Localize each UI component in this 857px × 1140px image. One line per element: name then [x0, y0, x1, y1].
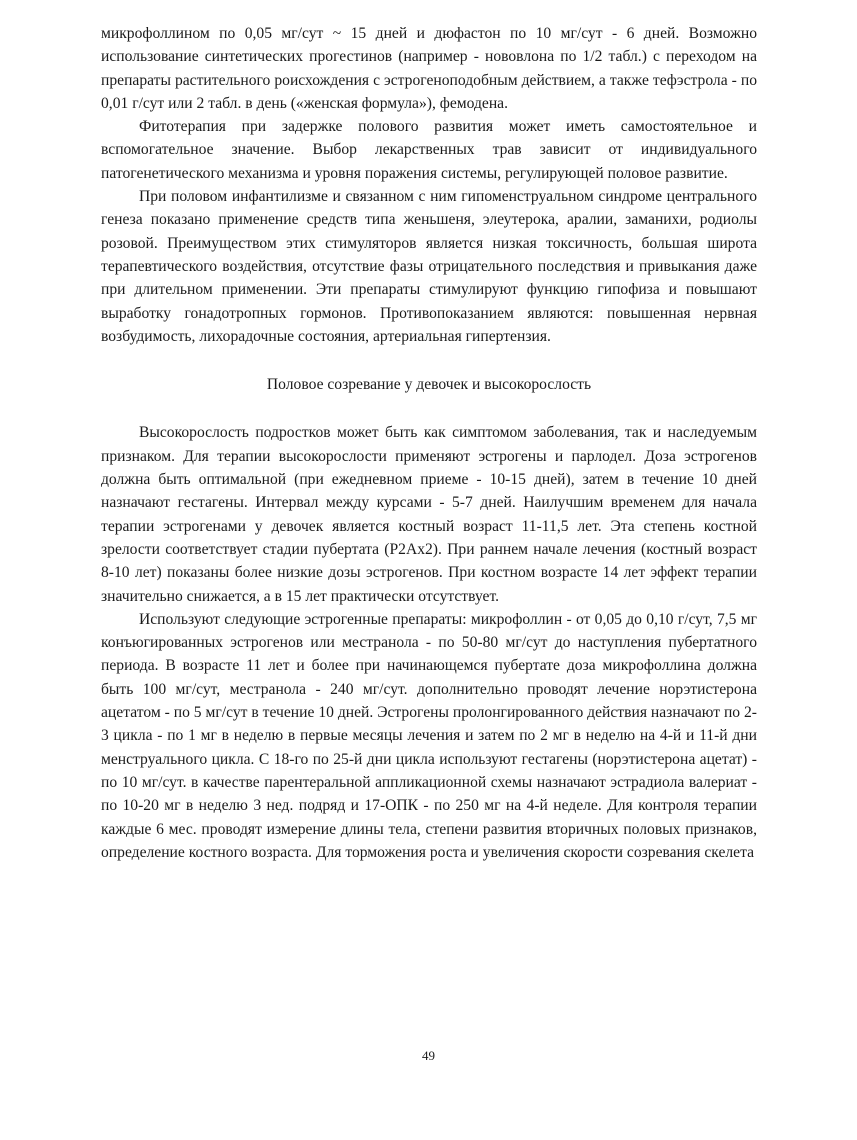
page-number: 49	[422, 1048, 435, 1063]
paragraph-tall-stature: Высокорослость подростков может быть как симптомом заболевания, так и наследуемым признаком. Для терапии высокорослости применяют эстрогены и парлодел. Доза эстрогенов должна быть оптимальной (при ежедневном приеме - 10-15 дней), затем в течение 10 дней назначают гестагены. Интервал между курсами - 5-7 дней. Наилучшим временем для начала терапии эстрогенами у девочек является костный возраст 11-11,5 лет. Эта степень костной зрелости соответствует стадии пубертата (P2Ax2). При раннем начале лечения (костный возраст 8-10 лет) показаны более низкие дозы эстрогенов. При костном возрасте 14 лет эффект терапии значительно снижается, а в 15 лет практически отсутствует.	[101, 424, 757, 605]
paragraph-estrogen-drugs: Используют следующие эстрогенные препараты: микрофоллин - от 0,05 до 0,10 г/сут, 7,5 мг конъюгированных эстрогенов или местранола - по 50-80 мг/сут до наступления пубертатного периода. В возрасте 11 лет и более при начинающемся пубертате доза микрофоллина должна быть 100 мг/сут, местранола - 240 мг/сут. дополнительно проводят лечение норэтистерона ацетатом - по 5 мг/сут в течение 10 дней. Эстрогены пролонгированного действия назначают по 2-3 цикла - по 1 мг в неделю в первые месяцы лечения и затем по 2 мг в неделю на 4-й и 11-й дни менструального цикла. С 18-го по 25-й дни цикла используют гестагены (норэтистерона ацетат) - по 10 мг/сут. в качестве парентеральной аппликационной схемы назначают эстрадиола валериат - по 10-20 мг в неделю 3 нед. подряд и 17-ОПК - по 250 мг на 4-й неделе. Для контроля терапии каждые 6 мес. проводят измерение длины тела, степени развития вторичных половых признаков, определение костного возраста. Для торможения роста и увеличения скорости созревания скелета	[101, 610, 757, 861]
paragraph-continuation: микрофоллином по 0,05 мг/сут ~ 15 дней и дюфастон по 10 мг/сут - 6 дней. Возможно использование синтетических прогестинов (например - нововлона по 1/2 табл.) с переходом на препараты растительного роисхождения с эстрогеноподобным действием, а также тефэстрола - по 0,01 г/сут или 2 табл. в день («женская формула»), фемодена.	[101, 25, 757, 112]
document-page	[101, 22, 757, 864]
section-heading: Половое созревание у девочек и высокорослость	[266, 376, 592, 394]
paragraph-infantilism: При половом инфантилизме и связанном с ним гипоменструальном синдроме центрального генеза показано применение средств типа женьшеня, элеутерока, аралии, заманихи, родиолы розовой. Преимуществом этих стимуляторов является низкая токсичность, большая широта терапевтического воздействия, отсутствие фазы отрицательного последствия и привыкания даже при длительном применении. Эти препараты стимулируют функцию гипофиза и повышают выработку гонадотропных гормонов. Противопоказанием являются: повышенная нервная возбудимость, лихорадочные состояния, артериальная гипертензия.	[101, 188, 757, 345]
paragraph-phytotherapy: Фитотерапия при задержке полового развития может иметь самостоятельное и вспомогательное значение. Выбор лекарственных трав зависит от индивидуального патогенетического механизма и уровня поражения системы, регулирующей половое развитие.	[101, 118, 757, 182]
